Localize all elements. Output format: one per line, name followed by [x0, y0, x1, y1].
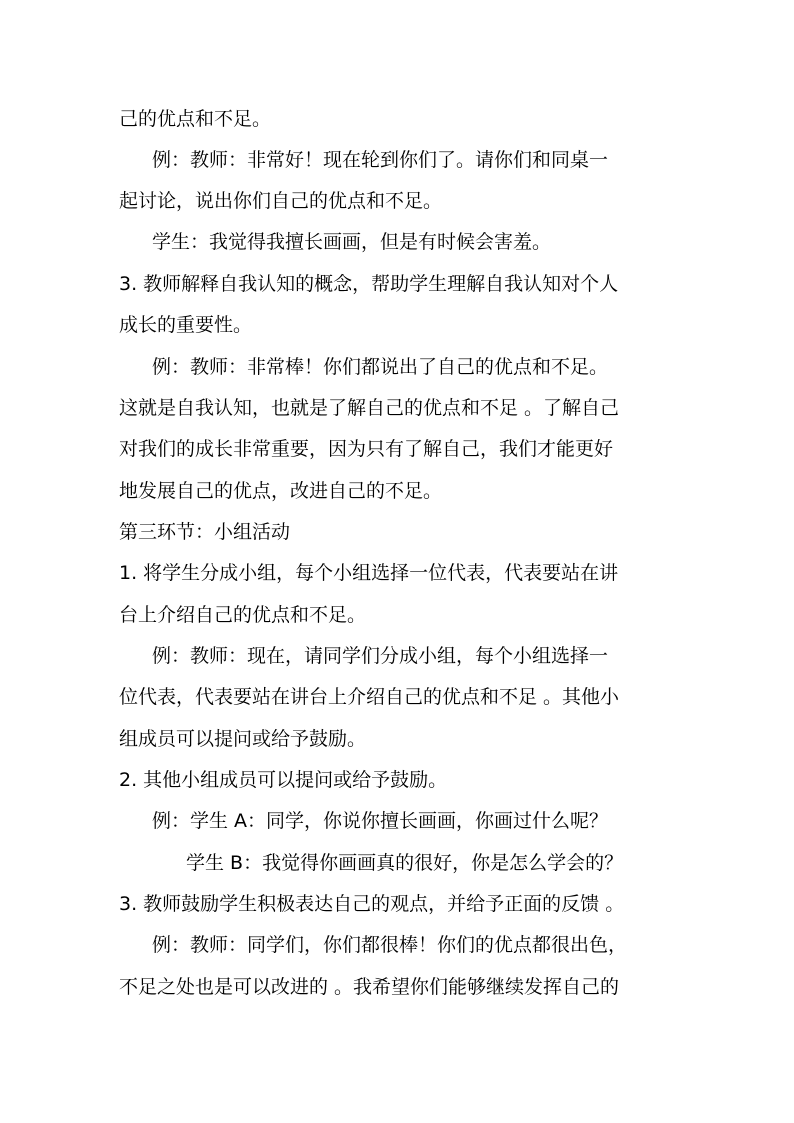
- section-heading: 第三环节：小组活动: [119, 521, 291, 543]
- text-line: 组成员可以提问或给予鼓励。: [119, 728, 367, 750]
- text-line: 例：学生 A：同学，你说你擅长画画，你画过什么呢？: [152, 810, 609, 832]
- text-line: 己的优点和不足。: [119, 108, 272, 130]
- text-line: 例：教师：非常棒！你们都说出了自己的优点和不足。: [152, 356, 609, 378]
- text-line: 1. 将学生分成小组，每个小组选择一位代表，代表要站在讲: [119, 562, 619, 584]
- text-line: 3. 教师解释自我认知的概念，帮助学生理解自我认知对个人: [119, 273, 619, 295]
- text-line: 2. 其他小组成员可以提问或给予鼓励。: [119, 769, 448, 791]
- text-line: 例：教师：同学们，你们都很棒！你们的优点都很出色，: [152, 934, 628, 956]
- text-line: 3. 教师鼓励学生积极表达自己的观点，并给予正面的反馈 。: [119, 893, 625, 915]
- text-line: 地发展自己的优点，改进自己的不足。: [119, 480, 443, 502]
- text-line: 不足之处也是可以改进的 。我希望你们能够继续发挥自己的: [119, 976, 620, 998]
- text-line: 学生 B：我觉得你画画真的很好，你是怎么学会的？: [186, 852, 624, 874]
- text-line: 例：教师：非常好！现在轮到你们了。请你们和同桌一: [152, 149, 609, 171]
- text-line: 台上介绍自己的优点和不足。: [119, 604, 367, 626]
- text-line: 对我们的成长非常重要，因为只有了解自己，我们才能更好: [119, 438, 614, 460]
- text-line: 成长的重要性。: [119, 314, 253, 336]
- text-line: 起讨论，说出你们自己的优点和不足。: [119, 190, 443, 212]
- text-line: 位代表，代表要站在讲台上介绍自己的优点和不足 。其他小: [119, 686, 620, 708]
- text-line: 这就是自我认知，也就是了解自己的优点和不足 。了解自己: [119, 397, 620, 419]
- text-line: 例：教师：现在，请同学们分成小组，每个小组选择一: [152, 645, 609, 667]
- text-line: 学生：我觉得我擅长画画，但是有时候会害羞。: [152, 231, 552, 253]
